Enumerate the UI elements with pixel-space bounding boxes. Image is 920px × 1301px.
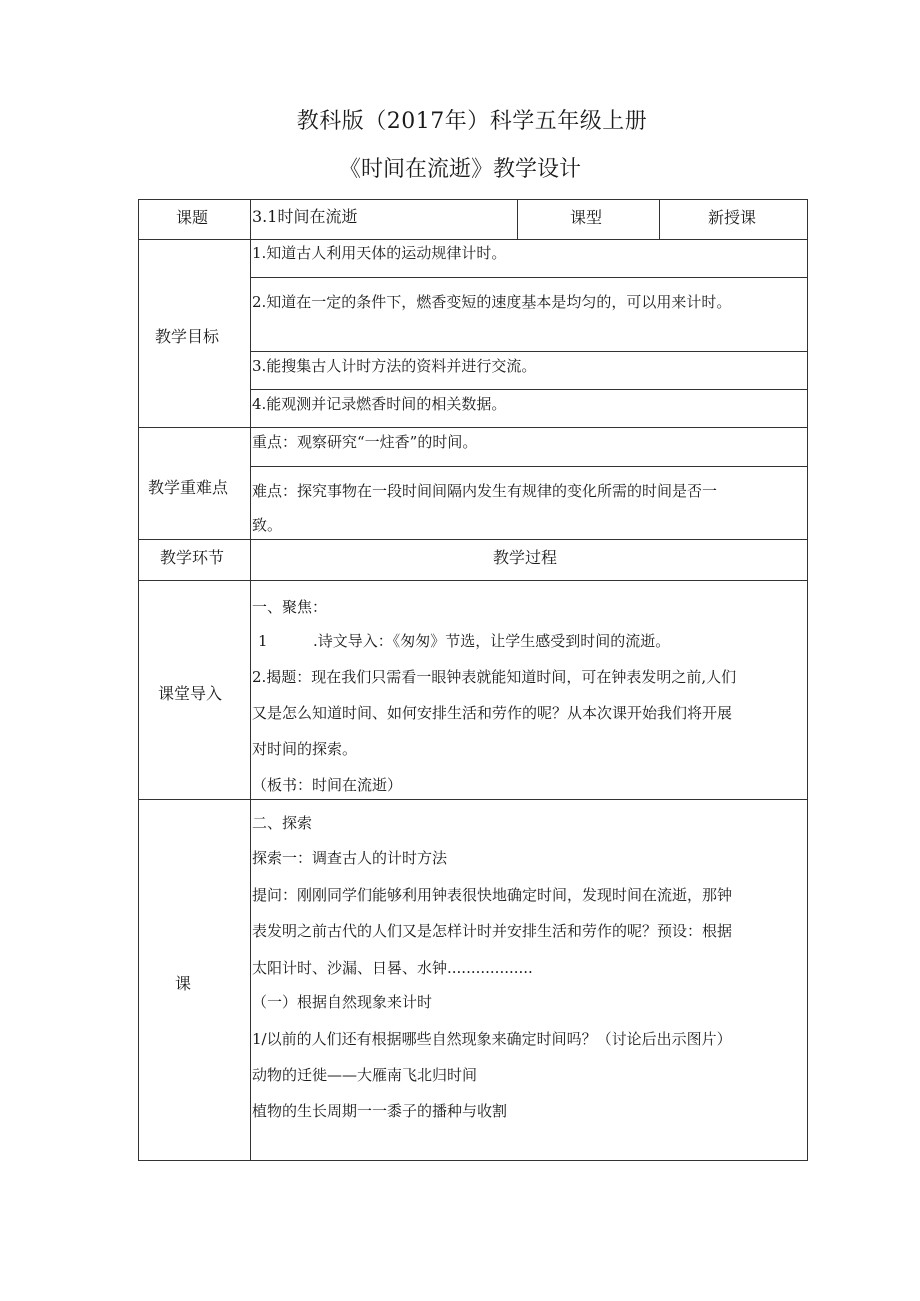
keypoints-label: 教学重难点	[148, 478, 229, 497]
row-divider-intro	[138, 799, 808, 800]
title-line-2: 《时间在流逝》教学设计	[338, 157, 581, 182]
row-divider-keypoints	[138, 539, 808, 540]
row-divider-objectives	[138, 427, 808, 428]
type-value: 新授课	[708, 208, 757, 227]
objective-item-1: 1.知道古人利用天体的运动规律计时。	[252, 244, 507, 262]
topic-value: 3.1时间在流逝	[252, 207, 358, 226]
keypoint-difficulty-line-2: 致。	[252, 516, 283, 534]
stage-header-label: 教学环节	[160, 548, 225, 567]
lesson-label: 课	[175, 974, 192, 993]
table-border-left	[138, 199, 139, 1161]
lesson-item-3: 植物的生长周期一一黍子的播种与收割	[252, 1102, 508, 1120]
title-line-1: 教科版（2017年）科学五年级上册	[296, 109, 648, 134]
lesson-explore-1: 探索一：调查古人的计时方法	[252, 849, 448, 867]
topic-row-divider-1	[517, 199, 518, 239]
row-divider-topic	[138, 239, 808, 240]
objective-item-2: 2.知道在一定的条件下，燃香变短的速度基本是均匀的，可以用来计时。	[252, 293, 732, 311]
intro-label: 课堂导入	[158, 684, 223, 703]
intro-item-1-text: .诗文导入：《匆匆》节选，让学生感受到时间的流逝。	[313, 632, 671, 650]
type-label: 课型	[570, 208, 603, 227]
lesson-question-line-2: 表发明之前古代的人们又是怎样计时并安排生活和劳作的呢？预设：根据	[252, 922, 733, 940]
objectives-label: 教学目标	[155, 327, 220, 346]
keypoint-difficulty-line-1: 难点：探究事物在一段时间间隔内发生有规律的变化所需的时间是否一	[252, 482, 718, 500]
lesson-plan-table	[138, 199, 808, 1161]
lesson-item-2: 动物的迁徙——大雁南飞北归时间	[252, 1066, 478, 1084]
objective-divider-3	[250, 389, 808, 390]
label-column-divider	[250, 199, 251, 1161]
table-border-right	[807, 199, 808, 1161]
intro-heading: 一、聚焦：	[252, 598, 328, 616]
keypoint-divider	[250, 466, 808, 467]
lesson-heading: 二、探索	[252, 814, 313, 832]
lesson-question-line-3: 太阳计时、沙漏、日晷、水钟..................	[252, 959, 533, 977]
lesson-question-line-1: 提问：刚刚同学们能够利用钟表很快地确定时间，发现时间在流逝，那钟	[252, 886, 733, 904]
intro-item-2-line-1: 2.揭题：现在我们只需看一眼钟表就能知道时间，可在钟表发明之前,人们	[252, 668, 737, 686]
objective-divider-2	[250, 351, 808, 352]
intro-item-2-line-2: 又是怎么知道时间、如何安排生活和劳作的呢？从本次课开始我们将开展	[252, 704, 733, 722]
objective-item-4: 4.能观测并记录燃香时间的相关数据。	[252, 395, 507, 413]
keypoint-focus: 重点：观察研究“一炷香”的时间。	[252, 433, 478, 451]
lesson-item-1: 1/以前的人们还有根据哪些自然现象来确定时间吗？（讨论后出示图片）	[252, 1030, 732, 1048]
process-header-label: 教学过程	[493, 548, 558, 567]
topic-row-divider-2	[659, 199, 660, 239]
intro-item-2-line-3: 对时间的探索。	[252, 740, 358, 758]
topic-label: 课题	[176, 208, 209, 227]
objective-divider-1	[250, 277, 808, 278]
intro-board-note: （板书：时间在流逝）	[252, 776, 403, 794]
lesson-sub-heading: （一）根据自然现象来计时	[252, 993, 433, 1011]
table-border-top	[138, 199, 808, 200]
intro-item-1-number: 1	[258, 632, 268, 650]
row-divider-process-header	[138, 580, 808, 581]
objective-item-3: 3.能搜集古人计时方法的资料并进行交流。	[252, 357, 537, 375]
table-border-bottom	[138, 1160, 808, 1161]
